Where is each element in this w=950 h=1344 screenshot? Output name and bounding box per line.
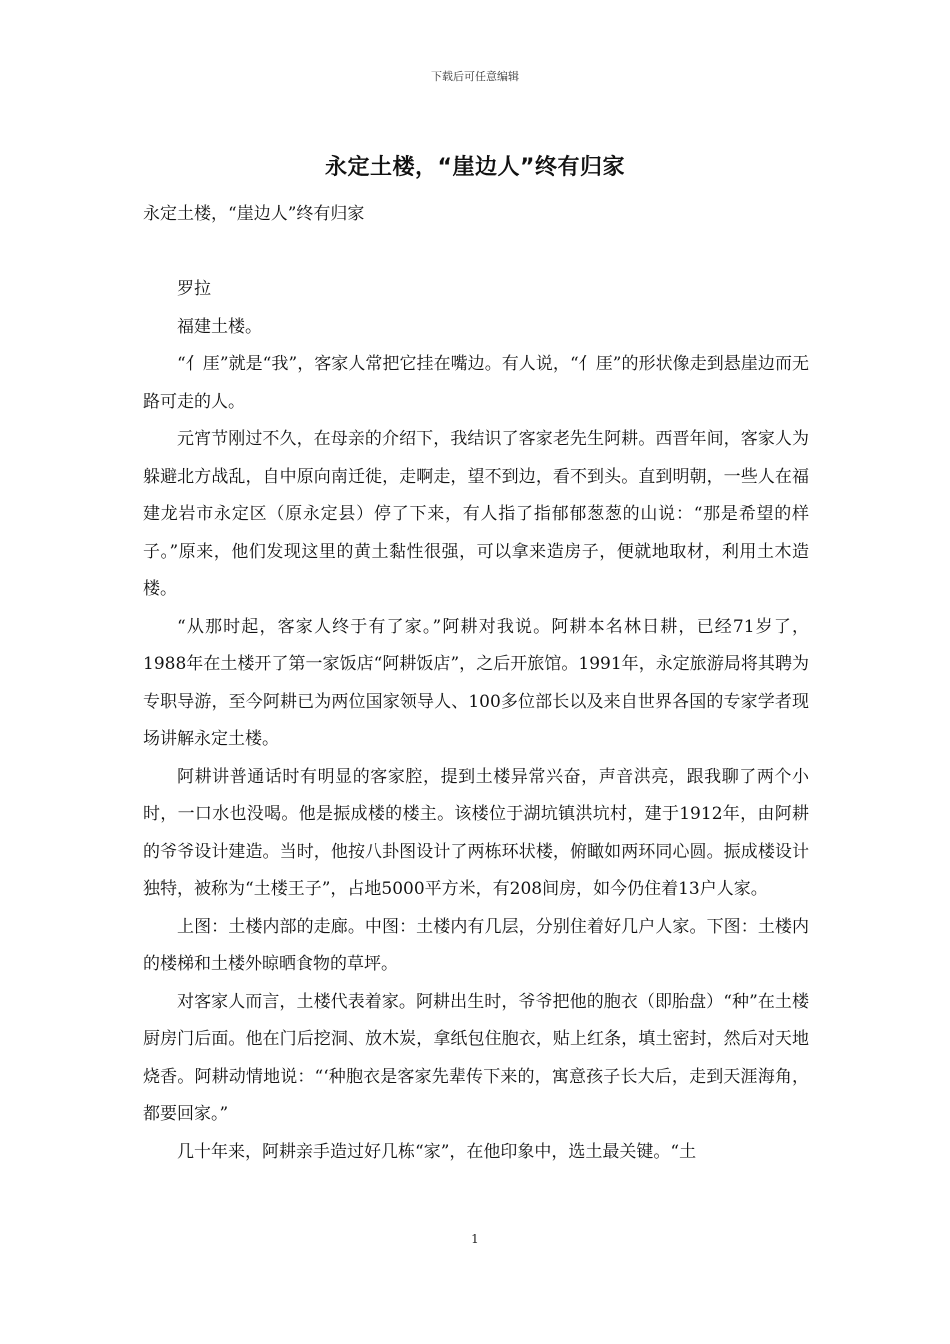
document-body: [143, 196, 809, 1171]
paragraph: 阿耕讲普通话时有明显的客家腔，提到土楼异常兴奋，声音洪亮，跟我聊了两个小时，一口水也没喝。他是振成楼的楼主。该楼位于湖坑镇洪坑村，建于1912年，由阿耕的爷爷设计建造。当时，他按八卦图设计了两栋环状楼，俯瞰如两环同心圆。振成楼设计独特，被称为“土楼王子”，占地5000平方米，有208间房，如今仍住着13户人家。: [143, 766, 809, 899]
document-title: 永定土楼，“崖边人”终有归家: [325, 155, 625, 180]
page-number: 1: [471, 1232, 479, 1246]
paragraph: “从那时起，客家人终于有了家。”阿耕对我说。阿耕本名林日耕，已经71岁了，1988年在土楼开了第一家饭店“阿耕饭店”，之后开旅馆。1991年，永定旅游局将其聘为专职导游，至今阿耕已为两位国家领导人、100多位部长以及来自世界各国的专家学者现场讲解永定土楼。: [143, 616, 809, 749]
blank-line: [143, 234, 809, 272]
paragraph: 福建土楼。: [177, 316, 262, 337]
paragraph: 几十年来，阿耕亲手造过好几栋“家”，在他印象中，选土最关键。“土: [177, 1141, 697, 1162]
paragraph: 上图：土楼内部的走廊。中图：土楼内有几层，分别住着好几户人家。下图：土楼内的楼梯和土楼外晾晒食物的草坪。: [143, 916, 809, 974]
paragraph: 元宵节刚过不久，在母亲的介绍下，我结识了客家老先生阿耕。西晋年间，客家人为躲避北方战乱，自中原向南迁徙，走啊走，望不到边，看不到头。直到明朝，一些人在福建龙岩市永定区（原永定县）停了下来，有人指了指郁郁葱葱的山说：“那是希望的样子。”原来，他们发现这里的黄土黏性很强，可以拿来造房子，便就地取材，利用土木造楼。: [143, 429, 809, 599]
paragraph: 对客家人而言，土楼代表着家。阿耕出生时，爷爷把他的胞衣（即胎盘）“种”在土楼厨房门后面。他在门后挖洞、放木炭，拿纸包住胞衣，贴上红条，填土密封，然后对天地烧香。阿耕动情地说：“‘种胞衣是客家先辈传下来的，寓意孩子长大后，走到天涯海角，都要回家。”: [143, 991, 809, 1124]
author-line: 罗拉: [177, 279, 211, 299]
page-header: 下载后可任意编辑: [431, 70, 519, 83]
paragraph: “亻厓”就是“我”，客家人常把它挂在嘴边。有人说，“亻厓”的形状像走到悬崖边而无路可走的人。: [143, 354, 809, 412]
document-subtitle: 永定土楼，“崖边人”终有归家: [143, 204, 365, 224]
